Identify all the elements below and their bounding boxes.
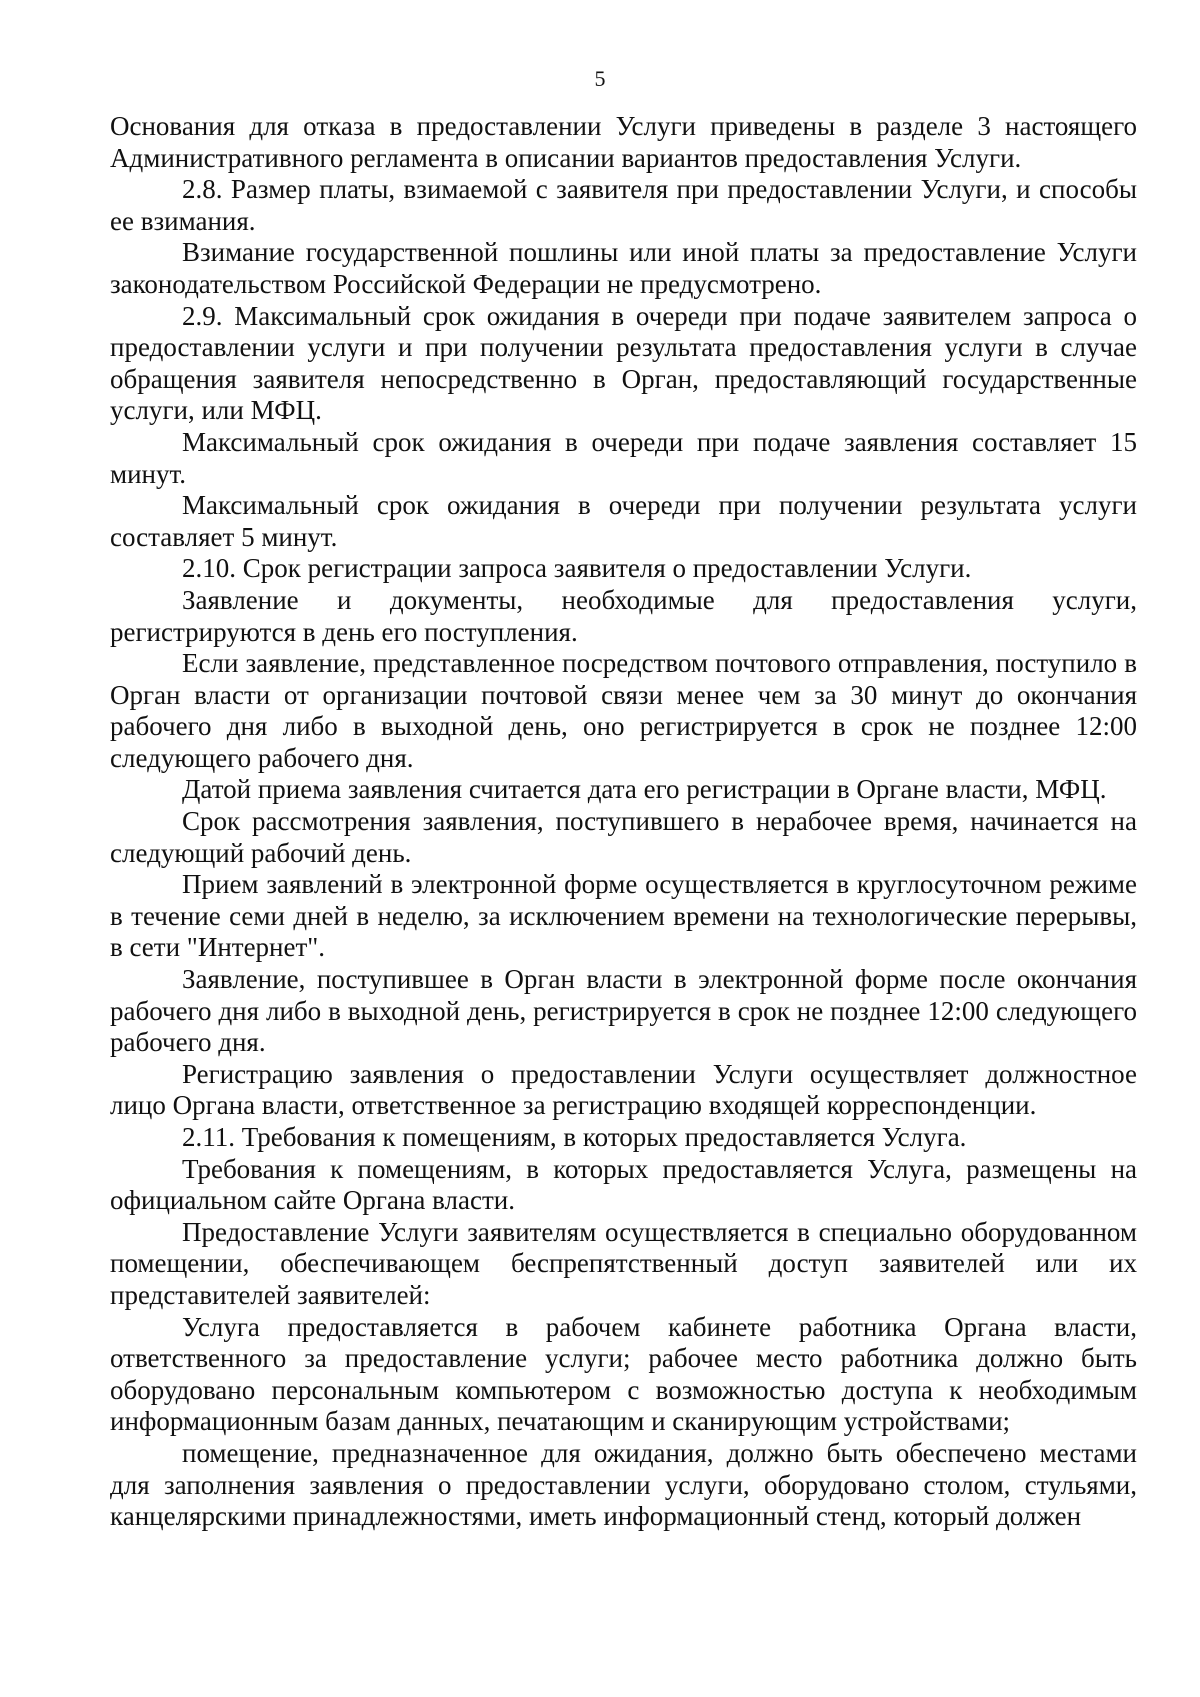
paragraph-electronic-after-hours: Заявление, поступившее в Орган власти в электронной форме после окончания рабочего дня либо в выходной день, регистрируется в срок не позднее 12:00 следующего рабочего дня. — [110, 964, 1137, 1058]
paragraph-2-11-heading: 2.11. Требования к помещениям, в которых предоставляется Услуга. — [182, 1122, 967, 1152]
page-number: 5 — [594, 66, 606, 91]
paragraph-refusal-grounds: Основания для отказа в предоставлении Услуги приведены в разделе 3 настоящего Административного регламента в описании вариантов предоставления Услуги. — [110, 111, 1137, 173]
paragraph-postal: Если заявление, представленное посредством почтового отправления, поступило в Орган власти от организации почтовой связи менее чем за 30 минут до окончания рабочего дня либо в выходной день, оно регистрируется в срок не позднее 12:00 следующего рабочего дня. — [110, 648, 1137, 773]
paragraph-workplace: Услуга предоставляется в рабочем кабинете работника Органа власти, ответственного за предоставление услуги; рабочее место работника должно быть оборудовано персональным компьютером с возможностью доступа к необходимым информационным базам данных, печатающим и сканирующим устройствами; — [110, 1311, 1137, 1437]
paragraph-waiting-area: помещение, предназначенное для ожидания, должно быть обеспечено местами для заполнения заявления о предоставлении услуги, оборудовано столом, стульями, канцелярскими принадлежностями, иметь информационный стенд, который должен — [110, 1437, 1137, 1532]
document-body — [110, 111, 1137, 1533]
paragraph-2-8-heading: 2.8. Размер платы, взимаемой с заявителя при предоставлении Услуги, и способы ее взимания. — [110, 174, 1137, 236]
paragraph-premises-website: Требования к помещениям, в которых предоставляется Услуга, размещены на официальном сайте Органа власти. — [110, 1153, 1137, 1216]
paragraph-2-10-heading: 2.10. Срок регистрации запроса заявителя о предоставлении Услуги. — [182, 553, 972, 584]
paragraph-nonworking-time: Срок рассмотрения заявления, поступившего в нерабочее время, начинается на следующий рабочий день. — [110, 806, 1137, 868]
paragraph-fee: Взимание государственной пошлины или иной платы за предоставление Услуги законодательством Российской Федерации не предусмотрено. — [110, 237, 1137, 299]
paragraph-queue-submission: Максимальный срок ожидания в очереди при подаче заявления составляет 15 минут. — [110, 426, 1137, 489]
paragraph-2-9-heading: 2.9. Максимальный срок ожидания в очереди при подаче заявителем запроса о предоставлении услуги и при получении результата предоставления услуги в случае обращения заявителя непосредственно в Орган, предоставляющий государственные услуги, или МФЦ. — [110, 300, 1137, 426]
paragraph-receipt-date: Датой приема заявления считается дата его регистрации в Органе власти, МФЦ. — [182, 774, 1107, 805]
paragraph-premises-access: Предоставление Услуги заявителям осуществляется в специально оборудованном помещении, обеспечивающем беспрепятственный доступ заявителей или их представителей заявителей: — [110, 1216, 1137, 1310]
paragraph-queue-result: Максимальный срок ожидания в очереди при получении результата услуги составляет 5 минут. — [110, 490, 1137, 552]
paragraph-registration-day: Заявление и документы, необходимые для предоставления услуги, регистрируются в день его поступления. — [110, 584, 1137, 647]
paragraph-electronic-form: Прием заявлений в электронной форме осуществляется в круглосуточном режиме в течение семи дней в неделю, за исключением времени на технологические перерывы, в сети "Интернет". — [110, 869, 1137, 963]
paragraph-registration-officer: Регистрацию заявления о предоставлении Услуги осуществляет должностное лицо Органа власти, ответственное за регистрацию входящей корреспонденции. — [110, 1058, 1137, 1121]
